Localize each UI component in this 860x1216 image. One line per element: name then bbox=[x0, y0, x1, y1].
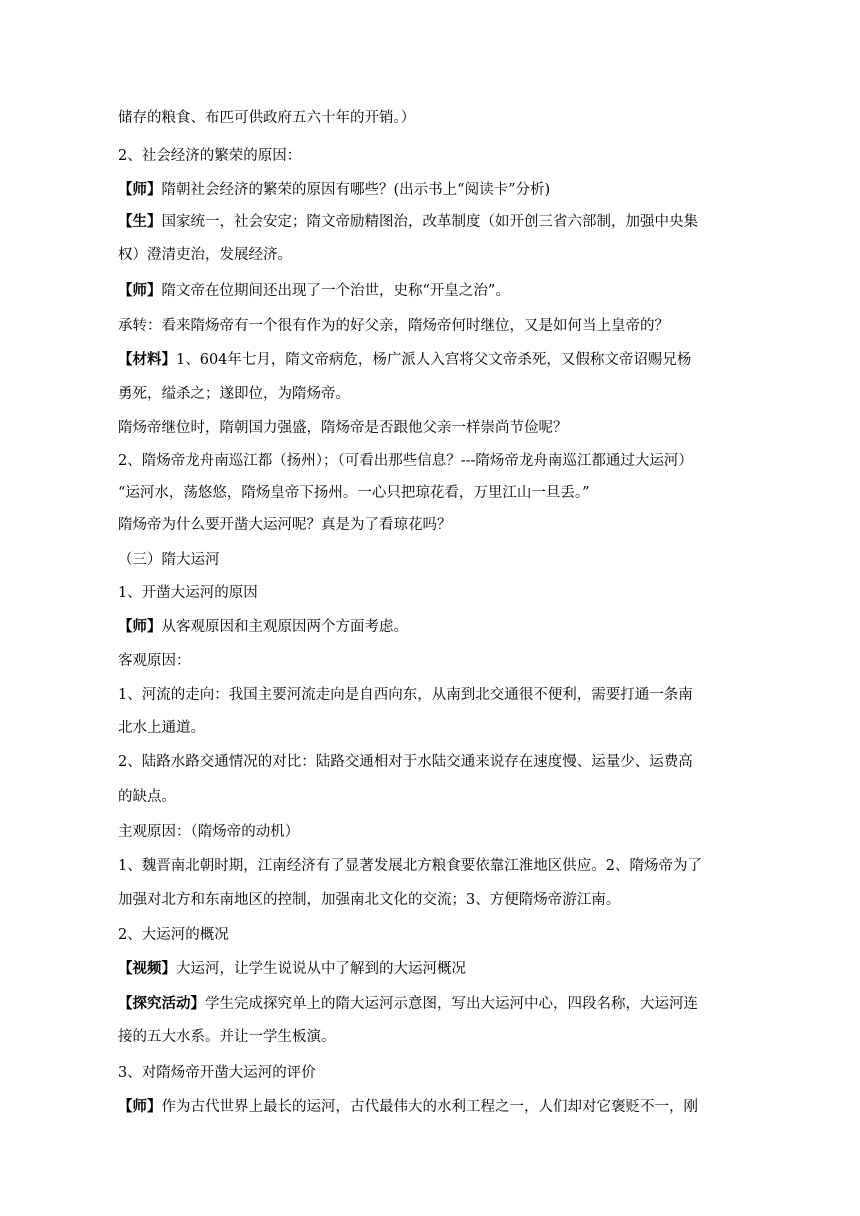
text-line bbox=[118, 787, 738, 807]
text-segment: 2、社会经济的繁荣的原因： bbox=[118, 148, 302, 164]
text-segment: 国家统一，社会安定；隋文帝励精图治，改革制度（如开创三省六部制，加强中央集 bbox=[161, 214, 698, 230]
text-line bbox=[118, 108, 738, 128]
text-segment: 作为古代世界上最长的运河，古代最伟大的水利工程之一，人们却对它褒贬不一，刚 bbox=[161, 1099, 698, 1115]
text-segment: 接的五大水系。并让一学生板演。 bbox=[118, 1029, 336, 1045]
text-line bbox=[118, 822, 738, 842]
text-line bbox=[118, 994, 738, 1014]
text-line bbox=[118, 180, 738, 200]
text-segment: “运河水，荡悠悠，隋炀皇帝下扬州。一心只把琼花看，万里江山一旦丢。” bbox=[118, 485, 590, 501]
text-segment: 2、陆路水路交通情况的对比：陆路交通相对于水陆交通来说存在速度慢、运量少、运费高 bbox=[118, 754, 693, 770]
text-line bbox=[118, 583, 738, 603]
text-line bbox=[118, 856, 738, 876]
text-segment: 北水上通道。 bbox=[118, 720, 205, 736]
text-segment: 隋炀帝为什么要开凿大运河呢？真是为了看琼花吗？ bbox=[118, 517, 452, 533]
text-line bbox=[118, 617, 738, 637]
speaker-tag: 【师】 bbox=[118, 1098, 162, 1115]
speaker-tag: 【视频】 bbox=[118, 960, 176, 977]
text-segment: 客观原因： bbox=[118, 653, 191, 669]
text-line bbox=[118, 718, 738, 738]
text-segment: （三）隋大运河 bbox=[118, 552, 220, 568]
text-line bbox=[118, 245, 738, 265]
speaker-tag: 【材料】 bbox=[118, 351, 176, 368]
text-segment: 2、大运河的概况 bbox=[118, 927, 229, 943]
text-line bbox=[118, 384, 738, 404]
speaker-tag: 【师】 bbox=[118, 282, 162, 299]
text-line bbox=[118, 418, 738, 438]
text-line bbox=[118, 1027, 738, 1047]
text-line bbox=[118, 685, 738, 705]
text-segment: 1、开凿大运河的原因 bbox=[118, 585, 258, 601]
text-line bbox=[118, 890, 738, 910]
speaker-tag: 【师】 bbox=[118, 618, 162, 635]
text-segment: 隋朝社会经济的繁荣的原因有哪些？(出示书上“阅读卡”分析) bbox=[161, 182, 551, 198]
text-line bbox=[118, 651, 738, 671]
text-line bbox=[118, 212, 738, 232]
speaker-tag: 【师】 bbox=[118, 181, 162, 198]
text-line bbox=[118, 281, 738, 301]
text-line bbox=[118, 752, 738, 772]
text-line bbox=[118, 483, 738, 503]
speaker-tag: 【探究活动】 bbox=[118, 995, 205, 1012]
text-line bbox=[118, 1063, 738, 1083]
text-segment: 1、604年七月，隋文帝病危，杨广派人入宫将父文帝杀死，又假称文帝诏赐兄杨 bbox=[176, 352, 692, 368]
text-segment: 1、魏晋南北朝时期，江南经济有了显著发展北方粮食要依靠江淮地区供应。2、隋炀帝为了 bbox=[118, 858, 702, 874]
text-line bbox=[118, 146, 738, 166]
text-line bbox=[118, 350, 738, 370]
text-segment: 隋文帝在位期间还出现了一个治世，史称“开皇之治”。 bbox=[161, 283, 510, 299]
text-segment: 学生完成探究单上的隋大运河示意图，写出大运河中心，四段名称，大运河连 bbox=[205, 996, 698, 1012]
text-line bbox=[118, 959, 738, 979]
text-segment: 权）澄清吏治，发展经济。 bbox=[118, 247, 292, 263]
text-line bbox=[118, 550, 738, 570]
text-segment: 承转：看来隋炀帝有一个很有作为的好父亲，隋炀帝何时继位，又是如何当上皇帝的？ bbox=[118, 318, 669, 334]
text-segment: 3、对隋炀帝开凿大运河的评价 bbox=[118, 1065, 316, 1081]
text-segment: 的缺点。 bbox=[118, 789, 176, 805]
text-line bbox=[118, 925, 738, 945]
text-segment: 大运河，让学生说说从中了解到的大运河概况 bbox=[176, 961, 466, 977]
text-segment: 1、河流的走向：我国主要河流走向是自西向东，从南到北交通很不便利，需要打通一条南 bbox=[118, 687, 693, 703]
text-segment: 储存的粮食、布匹可供政府五六十年的开销。） bbox=[118, 110, 416, 126]
text-segment: 隋炀帝继位时，隋朝国力强盛，隋炀帝是否跟他父亲一样崇尚节俭呢？ bbox=[118, 420, 568, 436]
text-segment: 2、隋炀帝龙舟南巡江都（扬州）；（可看出那些信息？---隋炀帝龙舟南巡江都通过大运河） bbox=[118, 453, 693, 469]
text-segment: 从客观原因和主观原因两个方面考虑。 bbox=[161, 619, 408, 635]
speaker-tag: 【生】 bbox=[118, 213, 162, 230]
text-segment: 加强对北方和东南地区的控制，加强南北文化的交流；3、方便隋炀帝游江南。 bbox=[118, 892, 621, 908]
text-segment: 主观原因：（隋炀帝的动机） bbox=[118, 824, 300, 840]
text-line bbox=[118, 316, 738, 336]
text-line bbox=[118, 515, 738, 535]
text-segment: 勇死，缢杀之；遂即位，为隋炀帝。 bbox=[118, 386, 350, 402]
text-line bbox=[118, 451, 738, 471]
text-line bbox=[118, 1097, 738, 1117]
